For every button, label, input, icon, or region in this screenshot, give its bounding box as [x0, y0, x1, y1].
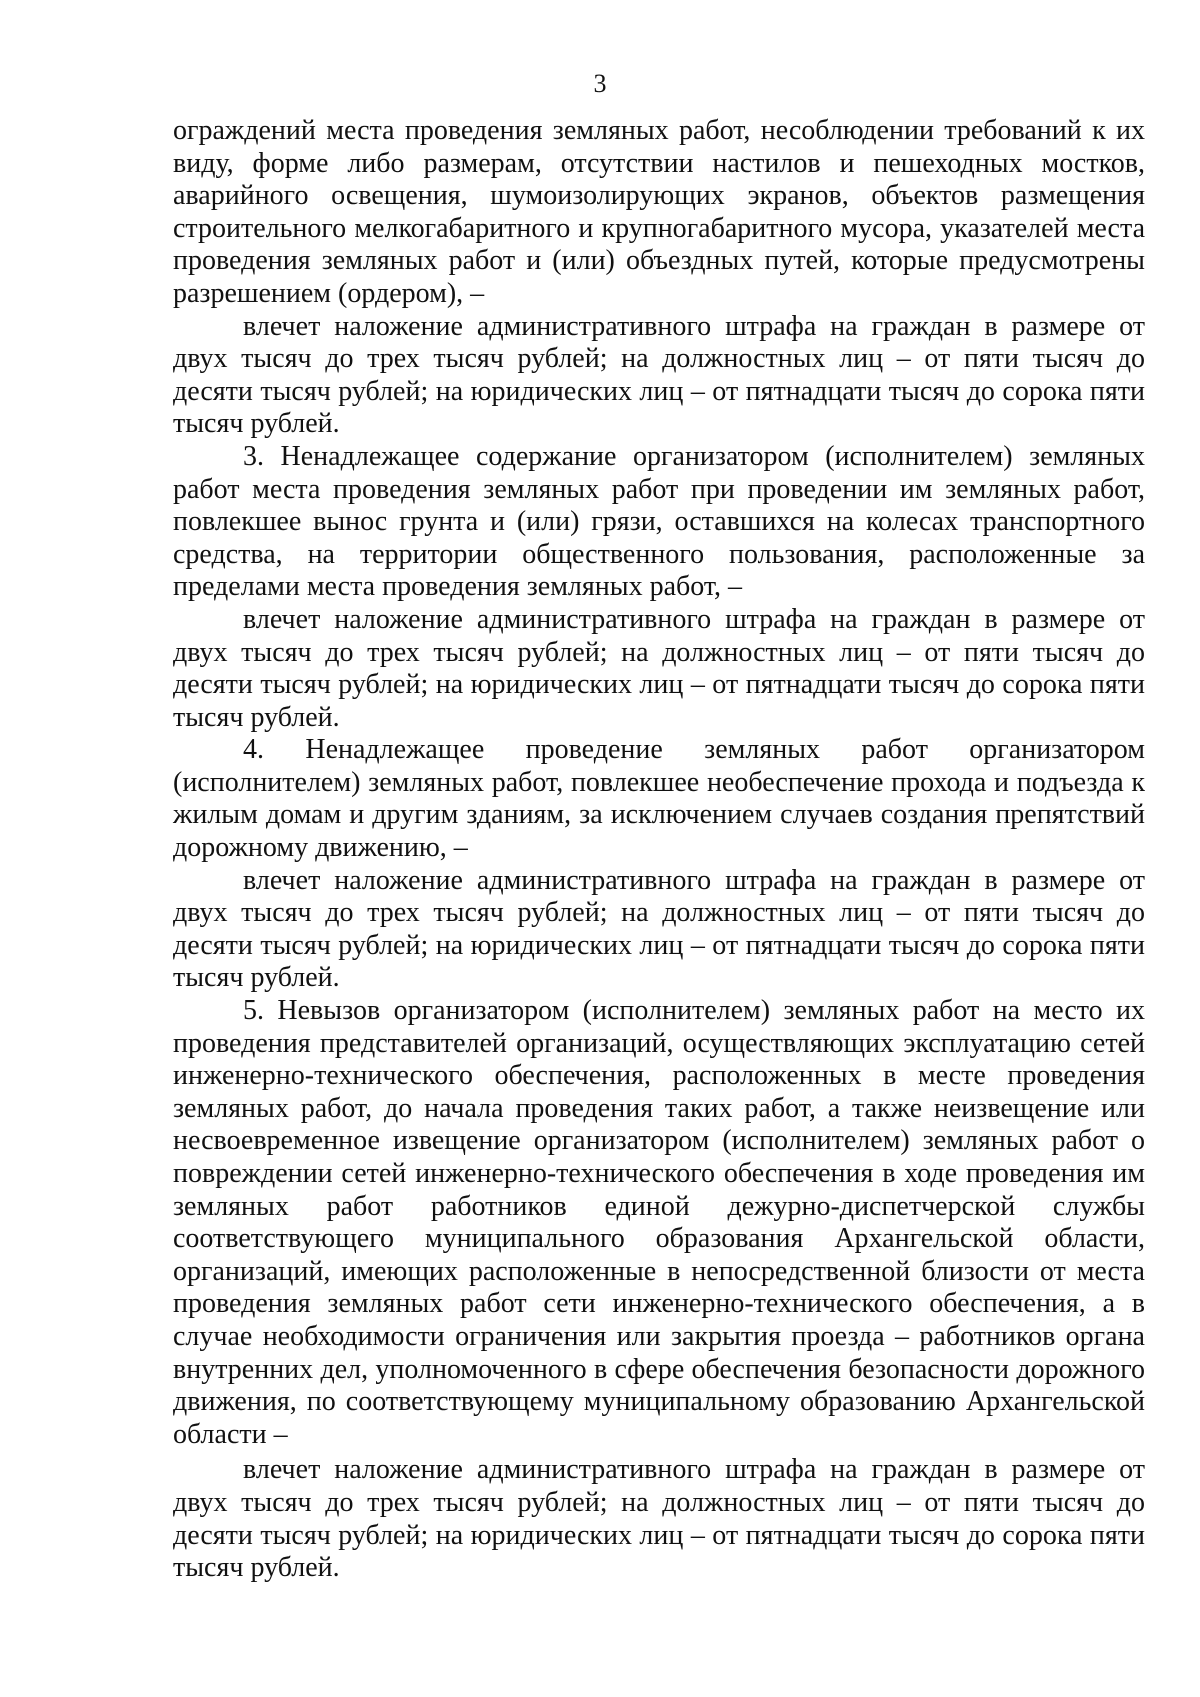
paragraph-item-5: 5. Невызов организатором (исполнителем) земляных работ на место их проведения представителей организаций, осуществляющих эксплуатацию сетей инженерно-технического обеспечения, расположенных в месте проведения земляных работ, до начала проведения таких работ, а также неизвещение или несвоевременное извещение организатором (исполнителем) земляных работ о повреждении сетей инженерно-технического обеспечения в ходе проведения им земляных работ работников единой дежурно-диспетчерской службы соответствующего муниципального образования Архангельской области, организаций, имеющих расположенные в непосредственной близости от места проведения земляных работ сети инженерно-технического обеспечения, а в случае необходимости ограничения или закрытия проезда – работников органа внутренних дел, уполномоченного в сфере обеспечения безопасности дорожного движения, по соответствующему муниципальному образованию Архангельской области –	[173, 995, 1145, 1450]
paragraph-penalty: влечет наложение административного штрафа на граждан в размере от двух тысяч до трех тысяч рублей; на должностных лиц – от пяти тысяч до десяти тысяч рублей; на юридических лиц – от пятнадцати тысяч до сорока пяти тысяч рублей.	[173, 603, 1145, 733]
paragraph-item-3: 3. Ненадлежащее содержание организатором (исполнителем) земляных работ места проведения земляных работ при проведении им земляных работ, повлекшее вынос грунта и (или) грязи, оставшихся на колесах транспортного средства, на территории общественного пользования, расположенные за пределами места проведения земляных работ, –	[173, 440, 1145, 603]
paragraph-item-4: 4. Ненадлежащее проведение земляных работ организатором (исполнителем) земляных работ, повлекшее необеспечение прохода и подъезда к жилым домам и другим зданиям, за исключением случаев создания препятствий дорожному движению, –	[173, 734, 1145, 864]
document-body	[173, 115, 1145, 1585]
paragraph-penalty: влечет наложение административного штрафа на граждан в размере от двух тысяч до трех тысяч рублей; на должностных лиц – от пяти тысяч до десяти тысяч рублей; на юридических лиц – от пятнадцати тысяч до сорока пяти тысяч рублей.	[173, 1454, 1145, 1584]
page-number: 3	[593, 69, 607, 98]
paragraph-continuation: ограждений места проведения земляных работ, несоблюдении требований к их виду, форме либо размерам, отсутствии настилов и пешеходных мостков, аварийного освещения, шумоизолирующих экранов, объектов размещения строительного мелкогабаритного и крупногабаритного мусора, указателей места проведения земляных работ и (или) объездных путей, которые предусмотрены разрешением (ордером), –	[173, 115, 1145, 309]
paragraph-penalty: влечет наложение административного штрафа на граждан в размере от двух тысяч до трех тысяч рублей; на должностных лиц – от пяти тысяч до десяти тысяч рублей; на юридических лиц – от пятнадцати тысяч до сорока пяти тысяч рублей.	[173, 864, 1145, 994]
paragraph-penalty: влечет наложение административного штрафа на граждан в размере от двух тысяч до трех тысяч рублей; на должностных лиц – от пяти тысяч до десяти тысяч рублей; на юридических лиц – от пятнадцати тысяч до сорока пяти тысяч рублей.	[173, 310, 1145, 440]
